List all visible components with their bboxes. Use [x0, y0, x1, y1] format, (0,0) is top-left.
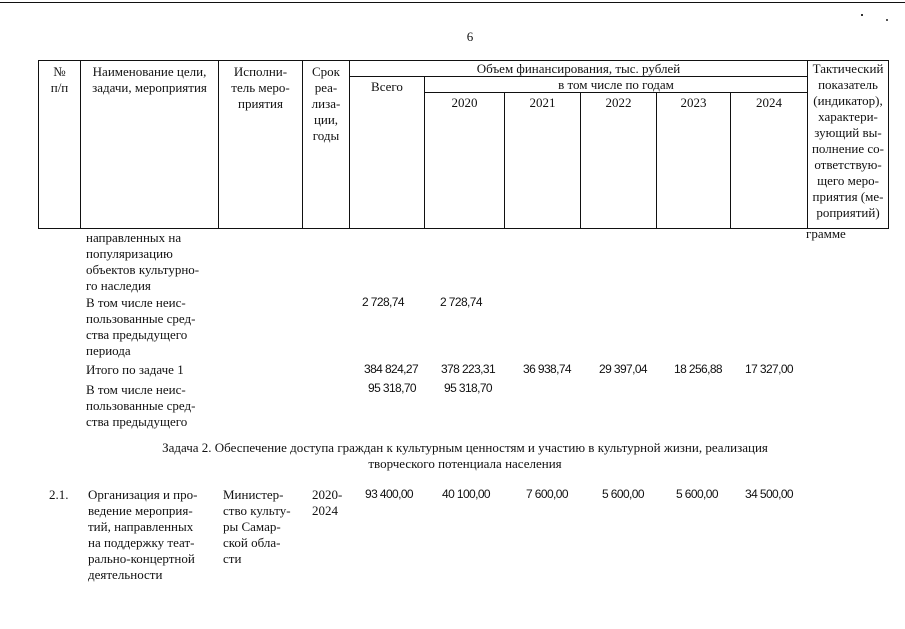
- task1-total-2021: 36 938,74: [523, 362, 571, 376]
- task1-total-2023: 18 256,88: [674, 362, 722, 376]
- header-year-2023: 2023: [680, 95, 707, 110]
- row-number: 2.1.: [49, 487, 69, 502]
- task1-total-2020: 378 223,31: [441, 362, 496, 376]
- scan-speck: [861, 14, 863, 16]
- activity-2021: 7 600,00: [526, 487, 568, 501]
- scan-border-line: [0, 2, 905, 3]
- col-border: [80, 60, 81, 229]
- unused-funds-total: 95 318,70: [368, 381, 416, 395]
- task1-total-2022: 29 397,04: [599, 362, 647, 376]
- header-year-2020: 2020: [451, 95, 478, 110]
- activity-name: Организация и про- ведение мероприя- тий, направленных на поддержку теат- рально-концертной деятельности: [88, 487, 198, 582]
- header-col-number: № п/п: [50, 64, 69, 95]
- unused-funds-2020: 95 318,70: [444, 381, 492, 395]
- col-border: [888, 60, 889, 229]
- continued-row-indicator: грамме: [806, 226, 846, 241]
- unused-funds-row-name: В том числе неис- пользованные сред- ства предыдущего: [86, 382, 196, 429]
- activity-period: 2020- 2024: [312, 487, 343, 518]
- header-col-name: Наименование цели, задачи, мероприятия: [92, 64, 207, 95]
- activity-2022: 5 600,00: [602, 487, 644, 501]
- header-col-period: Срок реа- лиза- ции, годы: [311, 64, 341, 143]
- header-col-indicator: Тактический показатель (индикатор), характери- зующий вы- полнение со- ответствую- щего меро- приятия (ме- роприятий): [811, 61, 885, 220]
- task1-total-sum: 384 824,27: [364, 362, 419, 376]
- activity-2024: 34 500,00: [745, 487, 793, 501]
- activity-2023: 5 600,00: [676, 487, 718, 501]
- continued-row-name: направленных на популяризацию объектов культурно- го наследия: [86, 230, 200, 293]
- task1-total-2024: 17 327,00: [745, 362, 793, 376]
- unused-funds-total: 2 728,74: [362, 295, 404, 309]
- header-by-years-title: в том числе по годам: [558, 77, 674, 92]
- header-year-2022: 2022: [605, 95, 632, 110]
- header-col-executor: Исполни- тель меро- приятия: [231, 64, 290, 111]
- scan-speck: [886, 19, 888, 21]
- unused-funds-2020: 2 728,74: [440, 295, 482, 309]
- task1-total-label: Итого по задаче 1: [86, 362, 184, 377]
- col-border: [656, 92, 657, 229]
- activity-total: 93 400,00: [365, 487, 413, 501]
- header-year-2021: 2021: [529, 95, 556, 110]
- unused-funds-row-name: В том числе неис- пользованные сред- ства предыдущего периода: [86, 295, 196, 358]
- header-financing-title: Объем финансирования, тыс. рублей: [476, 61, 681, 76]
- col-border: [504, 92, 505, 229]
- page-number: 6: [466, 29, 474, 44]
- activity-2020: 40 100,00: [442, 487, 490, 501]
- activity-executor: Министер- ство культу- ры Самар- ской обла- сти: [223, 487, 291, 566]
- header-bottom-border: [38, 228, 888, 229]
- col-border: [580, 92, 581, 229]
- header-col-total: Всего: [371, 79, 403, 94]
- task2-heading: Задача 2. Обеспечение доступа граждан к культурным ценностям и участию в культурной жизни, реализация творческого потенциала населения: [162, 440, 768, 471]
- header-year-2024: 2024: [756, 95, 782, 110]
- col-border: [730, 92, 731, 229]
